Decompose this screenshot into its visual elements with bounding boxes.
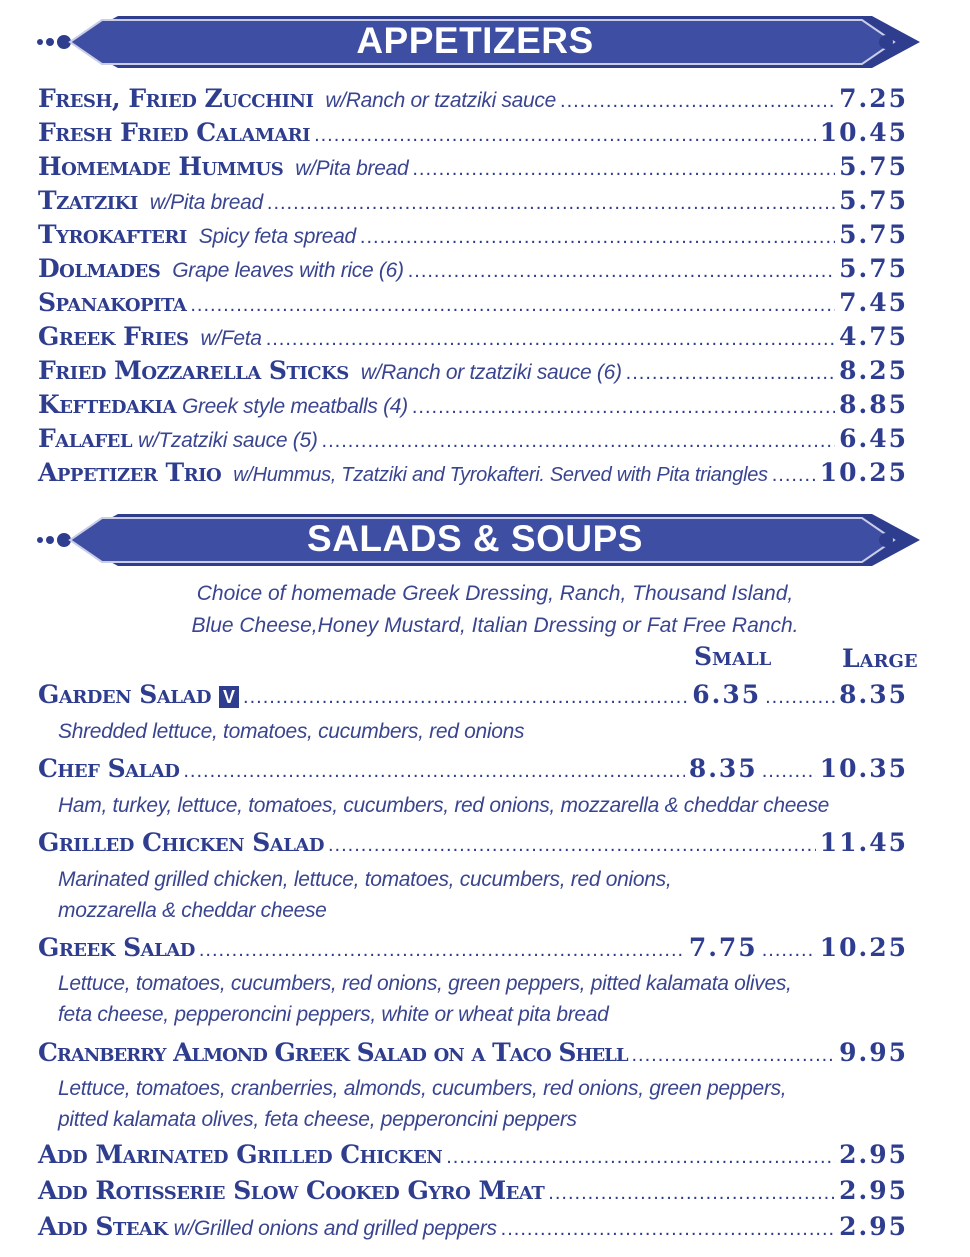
- item-price: 8.25: [839, 356, 908, 385]
- item-price: 10.45: [819, 118, 908, 147]
- menu-item: [38, 424, 908, 458]
- leader-dots: [408, 260, 835, 283]
- item-name: Spanakopita: [38, 288, 187, 317]
- addon-name: Add Marinated Grilled Chicken: [38, 1140, 443, 1169]
- item-price: 8.85: [839, 390, 908, 419]
- addon-name: Add Rotisserie Slow Cooked Gyro Meat: [38, 1176, 545, 1205]
- menu-item: [38, 220, 908, 254]
- item-price: 5.75: [839, 152, 908, 181]
- menu-item: [38, 458, 908, 492]
- appetizers-title: APPETIZERS: [356, 20, 594, 61]
- item-price: 7.45: [839, 288, 908, 317]
- leader-dots: [762, 939, 816, 962]
- addon-price: 2.95: [839, 1212, 908, 1241]
- addon-price: 2.95: [839, 1140, 908, 1169]
- menu-item: [38, 118, 908, 152]
- description-line: Marinated grilled chicken, lettuce, tomatoes, cucumbers, red onions,: [58, 868, 672, 891]
- price-large: 10.35: [819, 754, 908, 783]
- price-small: 8.35: [688, 754, 758, 783]
- menu-item: [38, 390, 908, 424]
- leader-dots: [631, 1044, 835, 1067]
- vegetarian-badge: V: [219, 686, 239, 708]
- addon-price: 2.95: [839, 1176, 908, 1205]
- leader-dots: [314, 124, 816, 147]
- item-price: 10.25: [819, 458, 908, 487]
- item-name: Greek Fries: [38, 322, 189, 351]
- description-line: Lettuce, tomatoes, cucumbers, red onions, green peppers, pitted kalamata olives,: [58, 972, 792, 995]
- item-price: 7.25: [839, 84, 908, 113]
- menu-item: [38, 1038, 908, 1072]
- col-small: Small: [694, 642, 772, 671]
- item-price: 5.75: [839, 220, 908, 249]
- leader-dots: [267, 192, 835, 215]
- item-name: Chef Salad: [38, 754, 180, 783]
- description-line: pitted kalamata olives, feta cheese, pepperoncini peppers: [58, 1108, 577, 1131]
- addon-name: Add Steak: [38, 1212, 168, 1241]
- dressing-line-1: Choice of homemade Greek Dressing, Ranch, Thousand Island,: [196, 582, 794, 605]
- item-name: Fresh, Fried Zucchini: [38, 84, 314, 113]
- item-note: w/Ranch or tzatziki sauce (6): [360, 361, 622, 384]
- dressing-line-2: Blue Cheese,Honey Mustard, Italian Dressing or Fat Free Ranch.: [191, 614, 799, 637]
- menu-item: [38, 754, 908, 788]
- leader-dots: [243, 686, 688, 709]
- menu-item: [38, 322, 908, 356]
- item-name: Fried Mozzarella Sticks: [38, 356, 349, 385]
- item-name: Homemade Hummus: [38, 152, 284, 181]
- item-name: Appetizer Trio: [38, 458, 222, 487]
- leader-dots: [412, 396, 835, 419]
- menu-item: [38, 152, 908, 186]
- item-note: Grape leaves with rice (6): [172, 259, 404, 282]
- item-price: 4.75: [839, 322, 908, 351]
- salads-title: SALADS & SOUPS: [307, 518, 643, 559]
- description-line: Lettuce, tomatoes, cranberries, almonds, cucumbers, red onions, green peppers,: [58, 1077, 787, 1100]
- addon-item: [38, 1140, 908, 1174]
- dressing-note: [0, 578, 970, 642]
- item-price: 5.75: [839, 254, 908, 283]
- item-name: Tzatziki: [38, 186, 138, 215]
- menu-item: [38, 680, 908, 714]
- item-name: Falafel: [38, 424, 132, 453]
- leader-dots: [190, 294, 835, 317]
- leader-dots: [183, 760, 684, 783]
- item-name: Fresh Fried Calamari: [38, 118, 311, 147]
- item-price: 9.95: [839, 1038, 908, 1067]
- menu-item: [38, 356, 908, 390]
- item-note: w/Pita bread: [149, 191, 263, 214]
- description-line: mozzarella & cheddar cheese: [58, 899, 327, 922]
- leader-dots: [548, 1182, 835, 1205]
- col-large: Large: [842, 644, 918, 673]
- leader-dots: [266, 328, 835, 351]
- item-description: [58, 864, 890, 926]
- appetizers-banner: [30, 12, 920, 72]
- addon-note: w/Grilled onions and grilled peppers: [173, 1217, 497, 1240]
- leader-dots: [446, 1146, 835, 1169]
- menu-item: [38, 933, 908, 967]
- price-small: 7.75: [688, 933, 758, 962]
- leader-dots: [765, 686, 835, 709]
- item-note: w/Tzatziki sauce (5): [138, 429, 318, 452]
- item-note: w/Ranch or tzatziki sauce: [325, 89, 557, 112]
- item-description: Ham, turkey, lettuce, tomatoes, cucumbers, red onions, mozzarella & cheddar cheese: [58, 794, 830, 817]
- item-note: Spicy feta spread: [198, 225, 356, 248]
- addon-item: [38, 1212, 908, 1246]
- leader-dots: [328, 834, 816, 857]
- item-name: Tyrokafteri: [38, 220, 187, 249]
- menu-item: [38, 186, 908, 220]
- item-description: [58, 1073, 890, 1135]
- leader-dots: [501, 1218, 835, 1241]
- description-line: feta cheese, pepperoncini peppers, white or wheat pita bread: [58, 1003, 609, 1026]
- item-price: 5.75: [839, 186, 908, 215]
- item-price: 11.45: [819, 828, 908, 857]
- price-large: 8.35: [839, 680, 908, 709]
- item-name: Cranberry Almond Greek Salad on a Taco Shell: [38, 1038, 628, 1067]
- item-name: Keftedakia: [38, 390, 176, 419]
- menu-item: [38, 828, 908, 862]
- item-note: w/Hummus, Tzatziki and Tyrokafteri. Served with Pita triangles: [233, 464, 768, 486]
- leader-dots: [322, 430, 836, 453]
- item-description: Shredded lettuce, tomatoes, cucumbers, red onions: [58, 720, 525, 743]
- leader-dots: [762, 760, 816, 783]
- menu-item: [38, 84, 908, 118]
- leader-dots: [360, 226, 835, 249]
- addon-item: [38, 1176, 908, 1210]
- price-small: 6.35: [692, 680, 762, 709]
- item-name: Dolmades: [38, 254, 161, 283]
- item-description: [58, 968, 890, 1030]
- leader-dots: [199, 939, 685, 962]
- item-price: 6.45: [839, 424, 908, 453]
- leader-dots: [560, 90, 835, 113]
- leader-dots: [626, 362, 835, 385]
- menu-item: [38, 254, 908, 288]
- menu-item: [38, 288, 908, 322]
- item-name: Garden Salad: [38, 680, 212, 709]
- item-note: w/Feta: [200, 327, 262, 350]
- leader-dots: [412, 158, 835, 181]
- leader-dots: [772, 464, 816, 487]
- item-note: w/Pita bread: [295, 157, 409, 180]
- item-name: Greek Salad: [38, 933, 195, 962]
- item-name: Grilled Chicken Salad: [38, 828, 324, 857]
- item-note: Greek style meatballs (4): [181, 395, 408, 418]
- salads-banner: [30, 510, 920, 570]
- price-large: 10.25: [819, 933, 908, 962]
